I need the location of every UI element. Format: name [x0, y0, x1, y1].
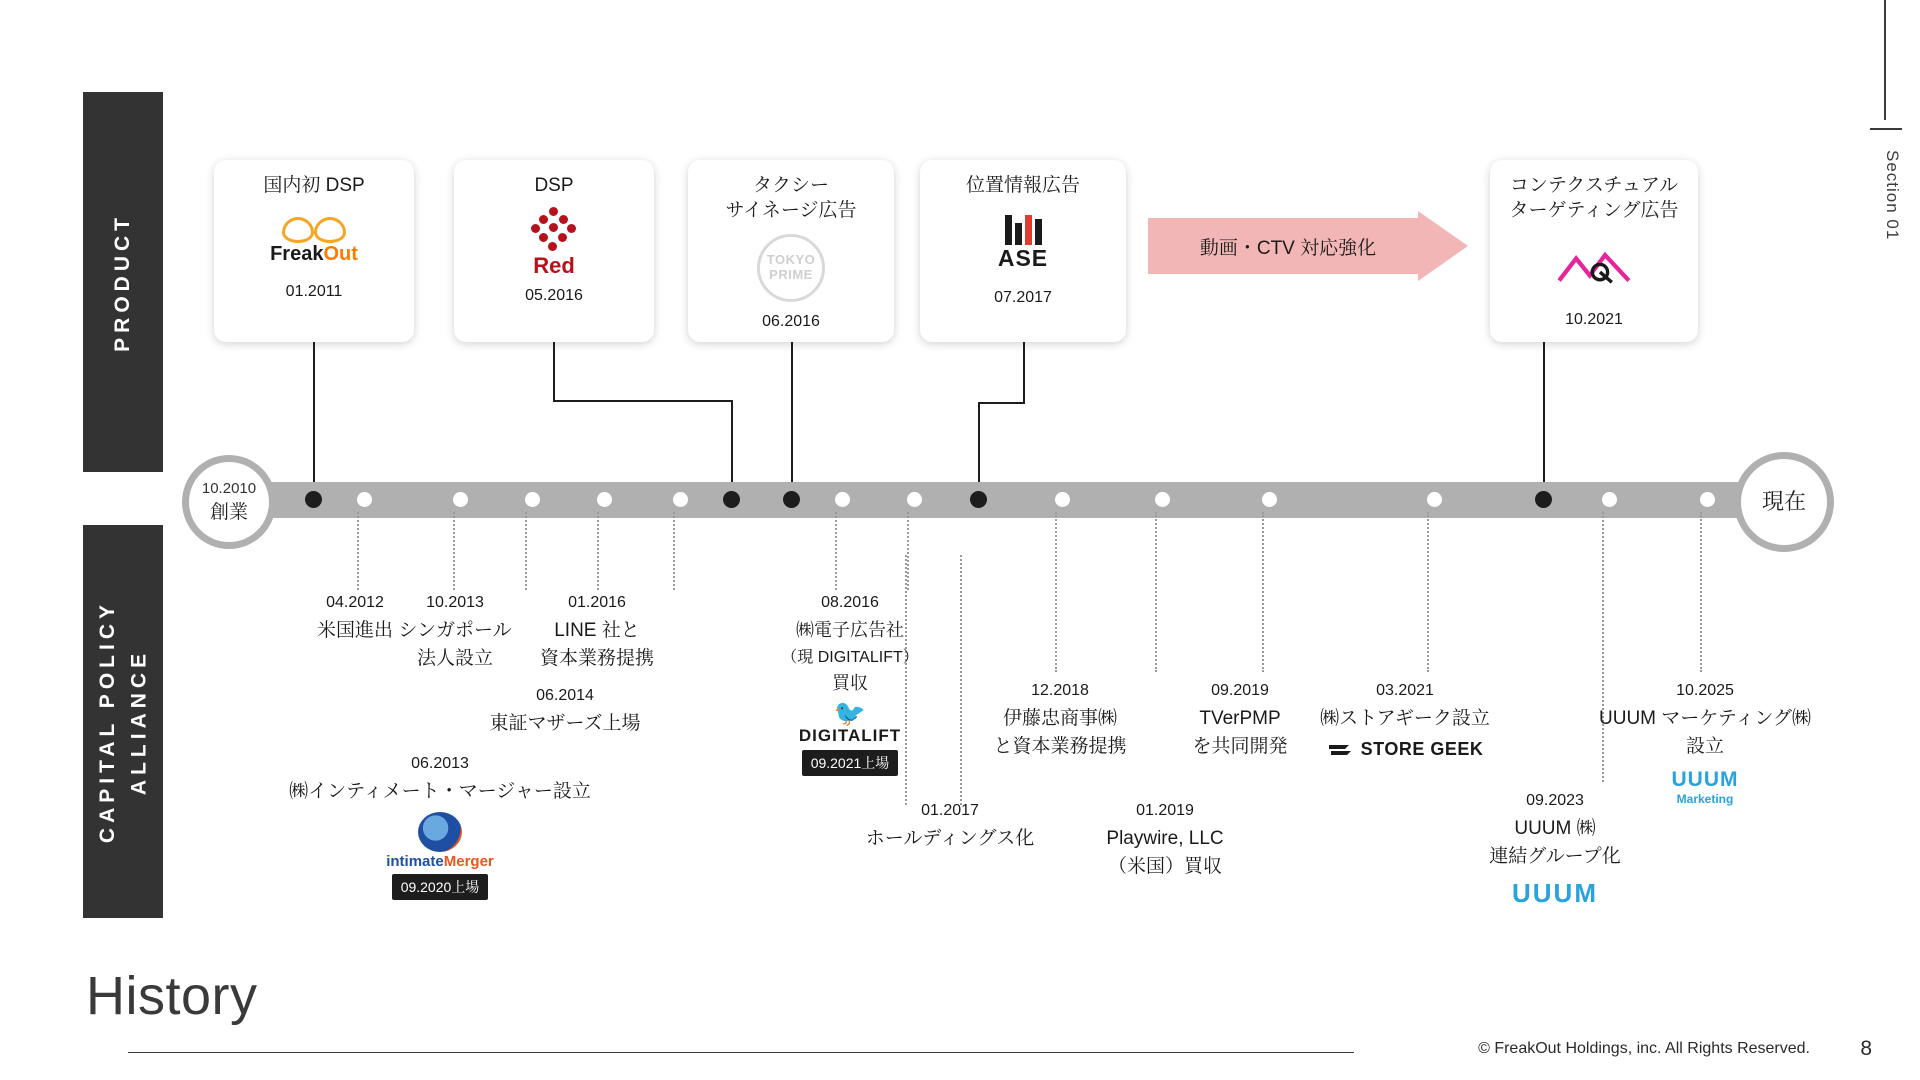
timeline-node[interactable] — [1700, 492, 1715, 507]
sidebar-label-capital — [83, 525, 163, 918]
timeline-node[interactable] — [783, 491, 800, 508]
leader-line — [907, 512, 909, 590]
event-date: 08.2016 — [821, 594, 879, 611]
digitalift-logo-text: DIGITALIFT — [798, 725, 902, 745]
event-item — [1060, 800, 1270, 880]
leader-line — [357, 512, 359, 590]
event-date: 01.2017 — [921, 802, 979, 819]
timeline-node[interactable] — [970, 491, 987, 508]
product-card-title: タクシー サイネージ広告 — [725, 175, 857, 221]
timeline-start — [182, 455, 276, 549]
product-card-title: 国内初 DSP — [263, 175, 365, 196]
page-title: History — [86, 966, 258, 1026]
timeline-start-date: 10.2010 — [201, 479, 257, 497]
event-text: Playwire, LLC （米国）買収 — [1106, 828, 1224, 877]
tokyo-prime-logo-text: TOKYO PRIME — [766, 252, 816, 283]
event-text: ホールディングス化 — [865, 828, 1035, 850]
product-card[interactable] — [454, 160, 654, 342]
intimate-merger-orb-icon — [418, 812, 462, 852]
ase-logo-text: ASE — [997, 245, 1049, 272]
connector — [553, 400, 733, 402]
red-dots-icon — [527, 207, 581, 253]
leader-line — [673, 512, 675, 590]
product-card-date: 06.2016 — [762, 313, 820, 331]
event-text: LINE 社と 資本業務提携 — [539, 620, 654, 669]
timeline-node[interactable] — [835, 492, 850, 507]
red-logo-text: Red — [533, 252, 575, 278]
product-card-title: DSP — [534, 175, 574, 196]
tokyo-prime-logo — [696, 223, 886, 313]
page-number: 8 — [1860, 1037, 1872, 1060]
event-date: 06.2014 — [536, 687, 594, 704]
event-date: 06.2013 — [411, 755, 469, 772]
red-logo — [462, 199, 646, 287]
event-text: ㈱ストアギーク設立 — [1320, 708, 1490, 730]
sidebar-label-capital-text: CAPITAL POLICY ALLIANCE — [95, 599, 150, 844]
event-item — [1565, 680, 1845, 806]
event-item — [760, 592, 940, 776]
event-item — [1280, 680, 1530, 760]
timeline-node[interactable] — [357, 492, 372, 507]
timeline-node[interactable] — [723, 491, 740, 508]
event-date: 03.2021 — [1376, 682, 1434, 699]
event-text: 伊藤忠商事㈱ と資本業務提携 — [993, 708, 1127, 757]
timeline-start-label: 創業 — [209, 501, 248, 523]
leader-line — [835, 512, 837, 590]
arrow-label: 動画・CTV 対応強化 — [1199, 237, 1377, 259]
event-item — [960, 680, 1160, 760]
timeline-node[interactable] — [1535, 491, 1552, 508]
leader-line — [453, 512, 455, 590]
leader-line — [525, 512, 527, 590]
ase-bars-icon — [1005, 215, 1042, 245]
product-card[interactable] — [920, 160, 1126, 342]
store-geek-logo — [1280, 739, 1530, 760]
event-item — [830, 800, 1070, 853]
connector — [978, 402, 980, 492]
event-item — [1455, 790, 1655, 909]
connector — [731, 400, 733, 492]
section-tick — [1870, 128, 1902, 130]
connector — [791, 342, 793, 492]
event-text: ㈱インティメート・マージャー設立 — [289, 781, 591, 803]
leader-line — [1155, 512, 1157, 672]
product-card-title: 位置情報広告 — [965, 175, 1080, 196]
timeline-end-label: 現在 — [1761, 489, 1806, 515]
event-text: 東証マザーズ上場 — [489, 713, 641, 735]
sidebar-label-product — [83, 92, 163, 472]
event-date: 09.2019 — [1211, 682, 1269, 699]
leader-line — [1427, 512, 1429, 672]
leader-line — [1055, 512, 1057, 672]
event-date: 10.2013 — [426, 594, 484, 611]
event-text: UUUM マーケティング㈱ 設立 — [1599, 708, 1811, 757]
product-card-date: 05.2016 — [525, 286, 583, 304]
intimate-merger-logo-text: intimateMerger — [386, 852, 494, 870]
timeline-node[interactable] — [907, 492, 922, 507]
sidebar-label-product-text: PRODUCT — [111, 212, 135, 352]
event-item — [522, 592, 672, 672]
event-text: UUUM ㈱ 連結グループ化 — [1489, 818, 1621, 867]
connector — [1543, 342, 1545, 492]
event-text: TVerPMP を共同開発 — [1192, 708, 1288, 757]
event-date: 01.2019 — [1136, 802, 1194, 819]
footer-divider — [128, 1052, 1354, 1053]
intimate-merger-logo — [280, 812, 600, 900]
event-item — [380, 592, 530, 672]
event-date: 09.2023 — [1526, 792, 1584, 809]
digitalift-logo — [760, 697, 940, 776]
freakout-bowl-icon — [282, 215, 346, 241]
cr-peak-icon — [1549, 250, 1639, 284]
product-card-date: 10.2021 — [1565, 311, 1623, 329]
ipo-badge: 09.2020上場 — [392, 874, 489, 900]
product-card-date: 01.2011 — [285, 282, 343, 300]
connector — [553, 342, 555, 400]
uuum-logo: UUUM — [1512, 878, 1598, 909]
timeline-node[interactable] — [673, 492, 688, 507]
timeline-node[interactable] — [1602, 492, 1617, 507]
timeline-node[interactable] — [597, 492, 612, 507]
timeline-node[interactable] — [1155, 492, 1170, 507]
timeline-end — [1734, 452, 1834, 552]
event-date: 10.2025 — [1676, 682, 1734, 699]
video-ctv-arrow — [1148, 218, 1468, 274]
cr-logo — [1498, 223, 1690, 311]
copyright: © FreakOut Holdings, inc. All Rights Reserved. — [1478, 1040, 1810, 1057]
event-text: シンガポール 法人設立 — [398, 620, 512, 669]
timeline-node[interactable] — [1055, 492, 1070, 507]
connector — [978, 402, 1025, 404]
timeline-node[interactable] — [1262, 492, 1277, 507]
event-item — [450, 685, 680, 738]
section-rail — [1884, 0, 1886, 120]
timeline-node[interactable] — [525, 492, 540, 507]
product-card-title: コンテクスチュアル ターゲティング広告 — [1509, 175, 1679, 221]
event-date: 04.2012 — [326, 594, 384, 611]
store-geek-logo-text: STORE GEEK — [1360, 738, 1484, 759]
freakout-logo — [222, 199, 406, 283]
product-card[interactable] — [1490, 160, 1698, 342]
ase-logo — [928, 199, 1118, 289]
product-card-date: 07.2017 — [994, 288, 1052, 306]
leader-line — [1262, 512, 1264, 672]
ipo-badge: 09.2021上場 — [802, 750, 899, 776]
event-text: ㈱電子広告社 （現 DIGITALIFT） 買収 — [781, 620, 919, 693]
tokyo-prime-circle-icon — [757, 234, 825, 302]
freakout-logo-text: FreakOut — [270, 243, 358, 266]
connector — [1023, 342, 1025, 402]
product-card[interactable] — [214, 160, 414, 342]
event-date: 01.2016 — [568, 594, 626, 611]
store-geek-mark-icon — [1327, 740, 1353, 758]
section-label: Section 01 — [1883, 150, 1902, 241]
uuum-marketing-logo: UUUM Marketing — [1671, 768, 1739, 807]
event-text: 米国進出 — [316, 620, 393, 642]
event-date: 12.2018 — [1031, 682, 1089, 699]
leader-line — [1700, 512, 1702, 672]
connector — [313, 342, 315, 492]
digitalift-bird-icon: 🐦 — [833, 697, 867, 728]
event-item — [280, 753, 600, 900]
leader-line — [597, 512, 599, 590]
timeline-node[interactable] — [1427, 492, 1442, 507]
timeline-node[interactable] — [305, 491, 322, 508]
timeline-node[interactable] — [453, 492, 468, 507]
product-card[interactable] — [688, 160, 894, 342]
